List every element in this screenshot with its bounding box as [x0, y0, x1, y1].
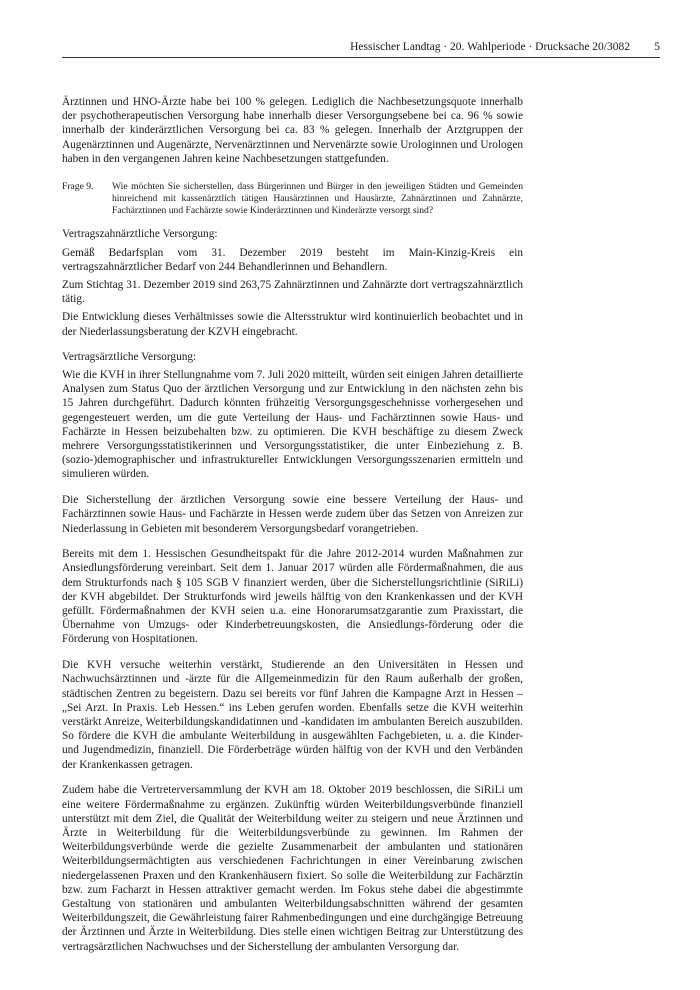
paragraph: Bereits mit dem 1. Hessischen Gesundheitspakt für die Jahre 2012-2014 wurden Maßnahmen zur Ansiedlungsförderung vereinbart. Seit dem 1. Januar 2017 würden alle Fördermaßnahmen, die aus dem Strukturfonds nach § 105 SGB V finanziert werden, über die Sicherstellungsrichtlinie (SiRiLi) der KVH abgebildet. Der Strukturfonds wird jeweils hälftig von den Krankenkassen und der KVH gefüllt. Fördermaßnahmen der KVH seien u.a. eine Honorarumsatzgarantie zum Praxisstart, die Übernahme von Umzugs- oder Kinderbetreuungskosten, die Ansiedlungs-förderung oder die Förderung von Hospitationen.	[62, 548, 523, 646]
paragraph: Die Entwicklung dieses Verhältnisses sowie die Altersstruktur wird kontinuierlich beobachtet und in der Niederlassungsberatung der KZVH eingebracht.	[62, 311, 523, 338]
question-number: Frage 9.	[62, 181, 94, 193]
paragraph: Die Sicherstellung der ärztlichen Versorgung sowie eine bessere Verteilung der Haus- und Fachärztinnen sowie Haus- und Fachärzte in Hessen werde zudem über das Setzen von Anreizen zur Niederlassung in Gebieten mit besonderem Versorgungsbedarf vorangetrieben.	[62, 494, 523, 535]
question-text: Wie möchten Sie sicherstellen, dass Bürgerinnen und Bürger in den jeweiligen Städten und Gemeinden hinreichend mit kassenärztlich tätigen Hausärztinnen und Hausärzte, Zahnärztinnen und Zahnärzte, Fachärztinnen und Fachärzte sowie Kinderärztinnen und Kinderärzte versorgt sind?	[112, 181, 523, 216]
paragraph: Die KVH versuche weiterhin verstärkt, Studierende an den Universitäten in Hessen und Nachwuchsärztinnen und -ärzte für die Allgemeinmedizin für den Raum außerhalb der großen, städtischen Zentren zu begeistern. Dazu sei bereits vor fünf Jahren die Kampagne Arzt in Hessen – „Sei Arzt. In Praxis. Leb Hessen.“ ins Leben gerufen worden. Ebenfalls setze die KVH weiterhin verstärkt Anreize, Weiterbildungskandidatinnen und -kandidaten im ambulanten Bereich auszubilden. So fördere die KVH die ambulante Weiterbildung in ausgewählten Fachgebieten, u. a. die Kinder- und Jugendmedizin, finanziell. Die Förderbeträge würden hälftig von der KVH und den Verbänden der Krankenkassen getragen.	[62, 659, 523, 771]
intro-paragraph: Ärztinnen und HNO-Ärzte habe bei 100 % gelegen. Lediglich die Nachbesetzungsquote innerhalb der psychotherapeutischen Versorgung habe innerhalb dieser Versorgungsebene bei ca. 96 % sowie innerhalb der kinderärztlichen Versorgung bei ca. 83 % gelegen. Innerhalb der Arztgruppen der Augenärztinnen und Augenärzte, Nervenärztinnen und Nervenärzte sowie Urologinnen und Urologen haben in den vergangenen Jahren keine Nachbesetzungen stattgefunden.	[62, 96, 523, 165]
header-rule	[62, 57, 660, 58]
paragraph: Wie die KVH in ihrer Stellungnahme vom 7. Juli 2020 mitteilt, würden seit einigen Jahren detaillierte Analysen zum Status Quo der ärztlichen Versorgung und zur Entwicklung in den nächsten zehn bis 15 Jahren durchgeführt. Dadurch könnten frühzeitig Versorgungsgeschehnisse vorhergesehen und gegengesteuert werden, um die gute Verteilung der Haus- und Fachärztinnen sowie Haus- und Fachärzte in Hessen beizubehalten bzw. zu optimieren. Die KVH beschäftige zu diesem Zweck mehrere Versorgungsstatistikerinnen und Versorgungsstatistiker, die unter Einbeziehung z. B. (sozio-)demographischer und infrastruktureller Entwicklungen Versorgungsszenarien ermitteln und simulieren würden.	[62, 369, 523, 481]
paragraph: Gemäß Bedarfsplan vom 31. Dezember 2019 besteht im Main-Kinzig-Kreis ein vertragszahnärztlicher Bedarf von 244 Behandlerinnen und Behandlern.	[62, 246, 523, 273]
paragraph: Zudem habe die Vertreterversammlung der KVH am 18. Oktober 2019 beschlossen, die SiRiLi um eine weitere Fördermaßnahme zu ergänzen. Zukünftig würden Weiterbildungsverbünde finanziell unterstützt mit dem Ziel, die Qualität der Weiterbildung weiter zu steigern und neue Ärztinnen und Ärzte in Weiterbildung für die Weiterbildungsverbünde zu gewinnen. Im Rahmen der Weiterbildungsverbünde werde die gezielte Zusammenarbeit der ambulanten und stationären Weiterbildungsermächtigten aus verschiedenen Fachrichtungen in einer Vereinbarung zwischen niedergelassenen Praxen und den Krankenhäusern fixiert. So solle die Weiterbildung zur Fachärztin bzw. zum Facharzt in Hessen attraktiver gemacht werden. Im Fokus stehe dabei die abgestimmte Gestaltung von stationären und ambulanten Weiterbildungsabschnitten während der gesamten Weiterbildungszeit, die Gewährleistung fairer Rahmenbedingungen und eine durchgängige Betreuung der Ärztinnen und Ärzte in Weiterbildung. Dies stelle einen wichtigen Beitrag zur Unterstützung des vertragsärztlichen Nachwuchses und der Sicherstellung der ambulanten Versorgung dar.	[62, 784, 523, 953]
page-number: 5	[654, 41, 660, 53]
page-header	[62, 40, 660, 56]
running-title: Hessischer Landtag · 20. Wahlperiode · Drucksache 20/3082	[350, 41, 630, 53]
section-heading-aerztlich: Vertragsärztliche Versorgung:	[62, 350, 197, 363]
section-heading-zahnaerztlich: Vertragszahnärztliche Versorgung:	[62, 228, 218, 241]
document-body	[62, 95, 523, 954]
paragraph: Zum Stichtag 31. Dezember 2019 sind 263,75 Zahnärztinnen und Zahnärzte dort vertragszahnärztlich tätig.	[62, 279, 523, 306]
question-block	[62, 181, 523, 216]
